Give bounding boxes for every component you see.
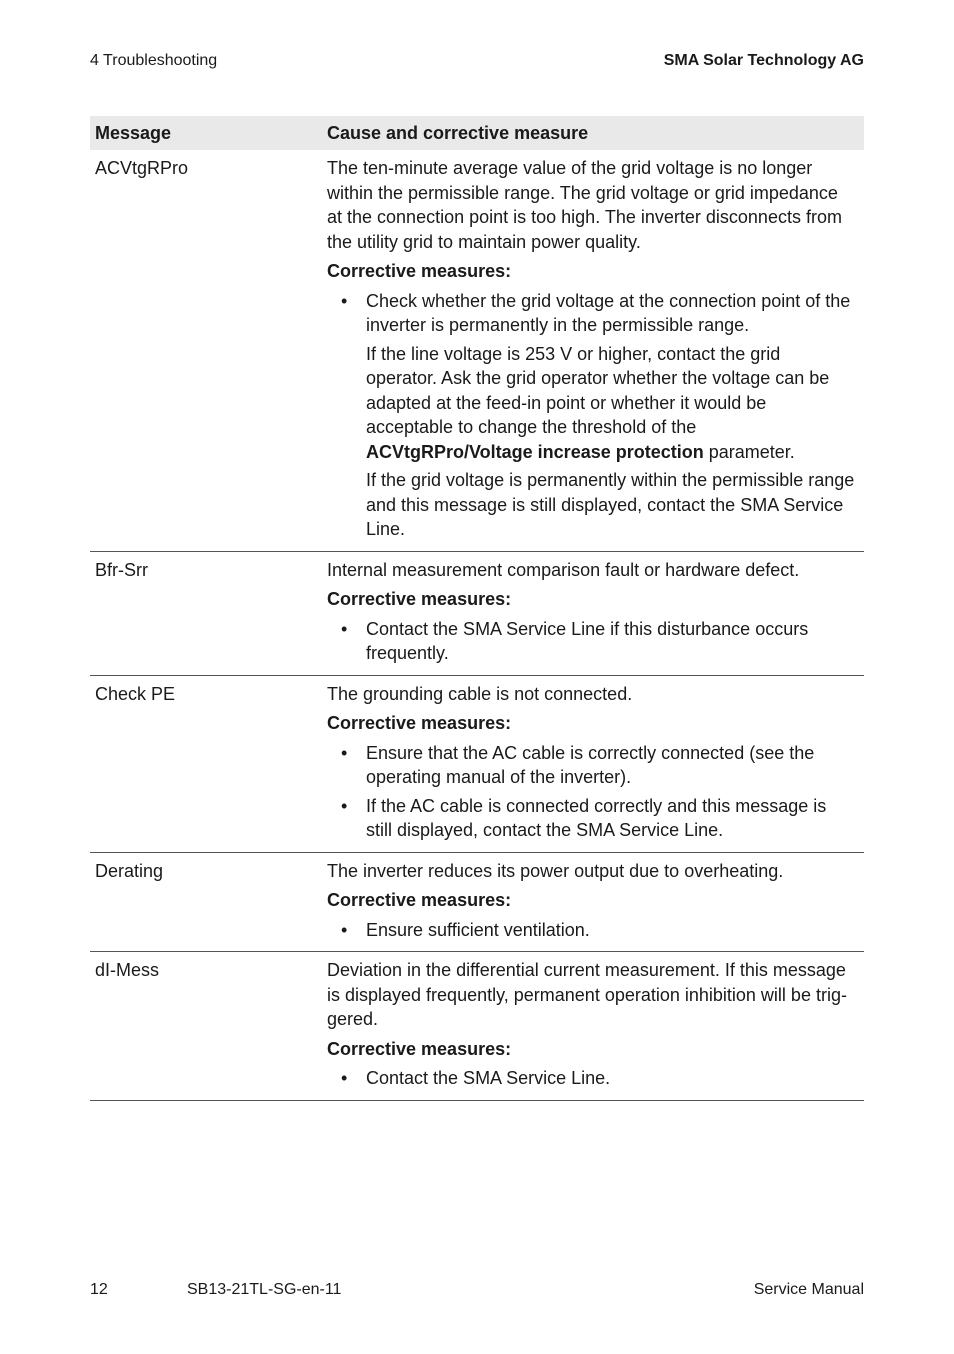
bullet-icon: • xyxy=(341,919,348,940)
table-row xyxy=(90,952,864,1101)
row-message: ACVtgRPro xyxy=(95,158,189,178)
header-message: Message xyxy=(95,122,172,143)
list-item: • Contact the SMA Service Line if this disturbance occurs frequently. xyxy=(341,618,809,663)
corrective-label: Corrective measures: xyxy=(327,589,512,609)
table-header xyxy=(90,116,864,150)
bullet-icon: • xyxy=(341,1068,348,1088)
cause-text: The grounding cable is not connected. xyxy=(327,683,633,704)
list-item: • Contact the SMA Service Line. xyxy=(327,1066,856,1091)
document-id: SB13-21TL-SG-en-11 xyxy=(187,1281,342,1298)
cause-text: Deviation in the differential current measurement. If this message is displayed frequently, permanent operation inhibition will be trig-gered. xyxy=(327,960,847,1029)
troubleshooting-table xyxy=(90,116,864,1101)
page-number: 12 xyxy=(90,1281,108,1298)
bullet-icon: • xyxy=(341,795,348,816)
bullet-icon: • xyxy=(341,742,348,763)
row-cause-cell xyxy=(322,150,864,551)
header-cause: Cause and corrective measure xyxy=(327,122,589,143)
corrective-label: Corrective measures: xyxy=(327,890,512,910)
row-cause-cell xyxy=(322,676,864,852)
row-cause-cell xyxy=(322,853,864,952)
header-company: SMA Solar Technology AG xyxy=(663,52,864,69)
header-section: 4 Troubleshooting xyxy=(90,52,218,69)
list-item: • If the AC cable is connected correctly and this message is still displayed, contact the SMA Service Line. xyxy=(341,795,827,840)
table-row xyxy=(90,853,864,953)
corrective-label: Corrective measures: xyxy=(327,261,512,281)
extra-paragraph: If the grid voltage is permanently within the permissible range and this message is still displayed, contact the SMA Service Line. xyxy=(366,470,855,539)
cause-text: Internal measurement comparison fault or hardware defect. xyxy=(327,559,800,580)
list-item: • Ensure that the AC cable is correctly connected (see the operating manual of the inverter). xyxy=(341,742,815,787)
row-cause-cell xyxy=(322,552,864,675)
list-item: • Check whether the grid voltage at the connection point of the inverter is permanently in the permissible range. xyxy=(341,290,851,335)
bullet-icon: • xyxy=(341,618,348,639)
corrective-label: Corrective measures: xyxy=(327,713,512,733)
corrective-label: Corrective measures: xyxy=(327,1038,512,1059)
row-message: Bfr-Srr xyxy=(95,559,148,580)
table-row xyxy=(90,552,864,676)
document-title: Service Manual xyxy=(753,1281,864,1298)
table-row xyxy=(90,676,864,853)
row-message: Check PE xyxy=(95,683,176,704)
extra-paragraph: If the line voltage is 253 V or higher, contact the grid operator. Ask the grid operator whether the voltage can be adapted at the feed-in point or whether it would be acceptable to change the threshold of the ACVtgRPro/Voltage increase protection parameter. xyxy=(366,343,830,462)
row-message: dI-Mess xyxy=(95,960,160,980)
row-cause-cell xyxy=(322,952,864,1100)
cause-text: The ten-minute average value of the grid voltage is no longer within the permissible range. The grid voltage or grid impedance at the connection point is too high. The inverter disconnects from the utility grid to maintain power quality. xyxy=(327,158,842,252)
table-row xyxy=(90,150,864,552)
cause-text: The inverter reduces its power output due to overheating. xyxy=(327,860,784,881)
row-message: Derating xyxy=(95,860,164,881)
bullet-icon: • xyxy=(341,290,348,311)
list-item: • Ensure sufficient ventilation. xyxy=(327,918,856,943)
